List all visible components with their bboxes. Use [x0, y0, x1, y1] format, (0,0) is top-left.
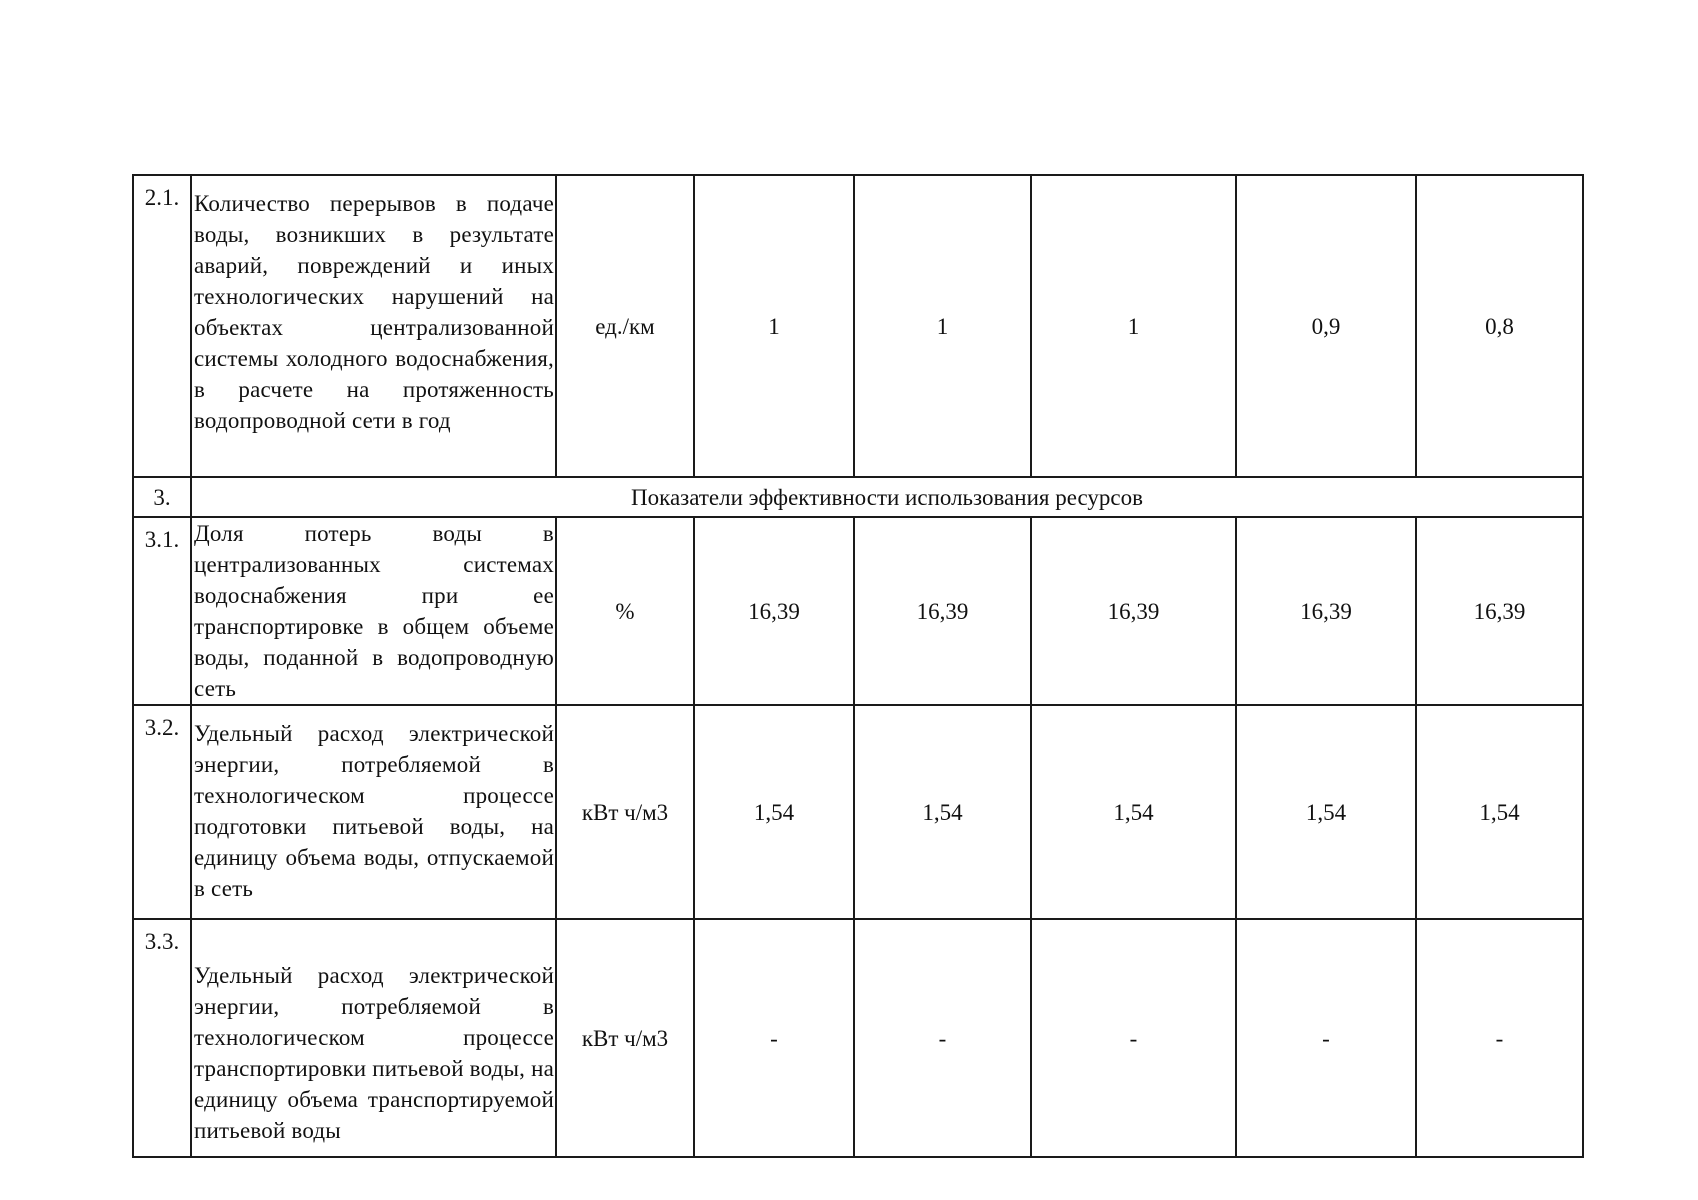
section-header-row [133, 477, 1583, 517]
value-cell: 16,39 [1236, 517, 1416, 705]
unit-cell: % [556, 517, 694, 705]
value-cell: - [1416, 919, 1583, 1157]
value-cell: 1,54 [1416, 705, 1583, 919]
value-cell: 1,54 [854, 705, 1031, 919]
unit-cell: кВт ч/м3 [556, 919, 694, 1157]
value-cell: 1 [1031, 175, 1236, 477]
indicator-description: Количество перерывов в подаче воды, возникших в результате аварий, повреждений и иных технологических нарушений на объектах централизованной системы холодного водоснабжения, в расчете на протяженность водопроводной сети в год [191, 175, 556, 477]
section-number: 3. [133, 477, 191, 517]
value-cell: - [1031, 919, 1236, 1157]
section-title: Показатели эффективности использования ресурсов [191, 477, 1583, 517]
indicator-description: Удельный расход электрической энергии, потребляемой в технологическом процессе транспортировки питьевой воды, на единицу объема транспортируемой питьевой воды [191, 919, 556, 1157]
table-row [133, 919, 1583, 1157]
value-cell: 16,39 [1416, 517, 1583, 705]
indicator-description: Доля потерь воды в централизованных системах водоснабжения при ее транспортировке в общем объеме воды, поданной в водопроводную сеть [191, 517, 556, 705]
value-cell: 16,39 [854, 517, 1031, 705]
value-cell: 0,8 [1416, 175, 1583, 477]
unit-cell: ед./км [556, 175, 694, 477]
table-row [133, 705, 1583, 919]
value-cell: - [1236, 919, 1416, 1157]
value-cell: 16,39 [1031, 517, 1236, 705]
row-number: 3.2. [133, 705, 191, 919]
indicators-table [132, 174, 1584, 1158]
value-cell: - [694, 919, 854, 1157]
value-cell: - [854, 919, 1031, 1157]
value-cell: 1 [694, 175, 854, 477]
value-cell: 0,9 [1236, 175, 1416, 477]
table-row [133, 175, 1583, 477]
value-cell: 1,54 [1031, 705, 1236, 919]
row-number: 3.3. [133, 919, 191, 1157]
row-number: 3.1. [133, 517, 191, 705]
row-number: 2.1. [133, 175, 191, 477]
value-cell: 1 [854, 175, 1031, 477]
value-cell: 1,54 [694, 705, 854, 919]
indicator-description: Удельный расход электрической энергии, потребляемой в технологическом процессе подготовки питьевой воды, на единицу объема воды, отпускаемой в сеть [191, 705, 556, 919]
value-cell: 1,54 [1236, 705, 1416, 919]
value-cell: 16,39 [694, 517, 854, 705]
unit-cell: кВт ч/м3 [556, 705, 694, 919]
table-row [133, 517, 1583, 705]
